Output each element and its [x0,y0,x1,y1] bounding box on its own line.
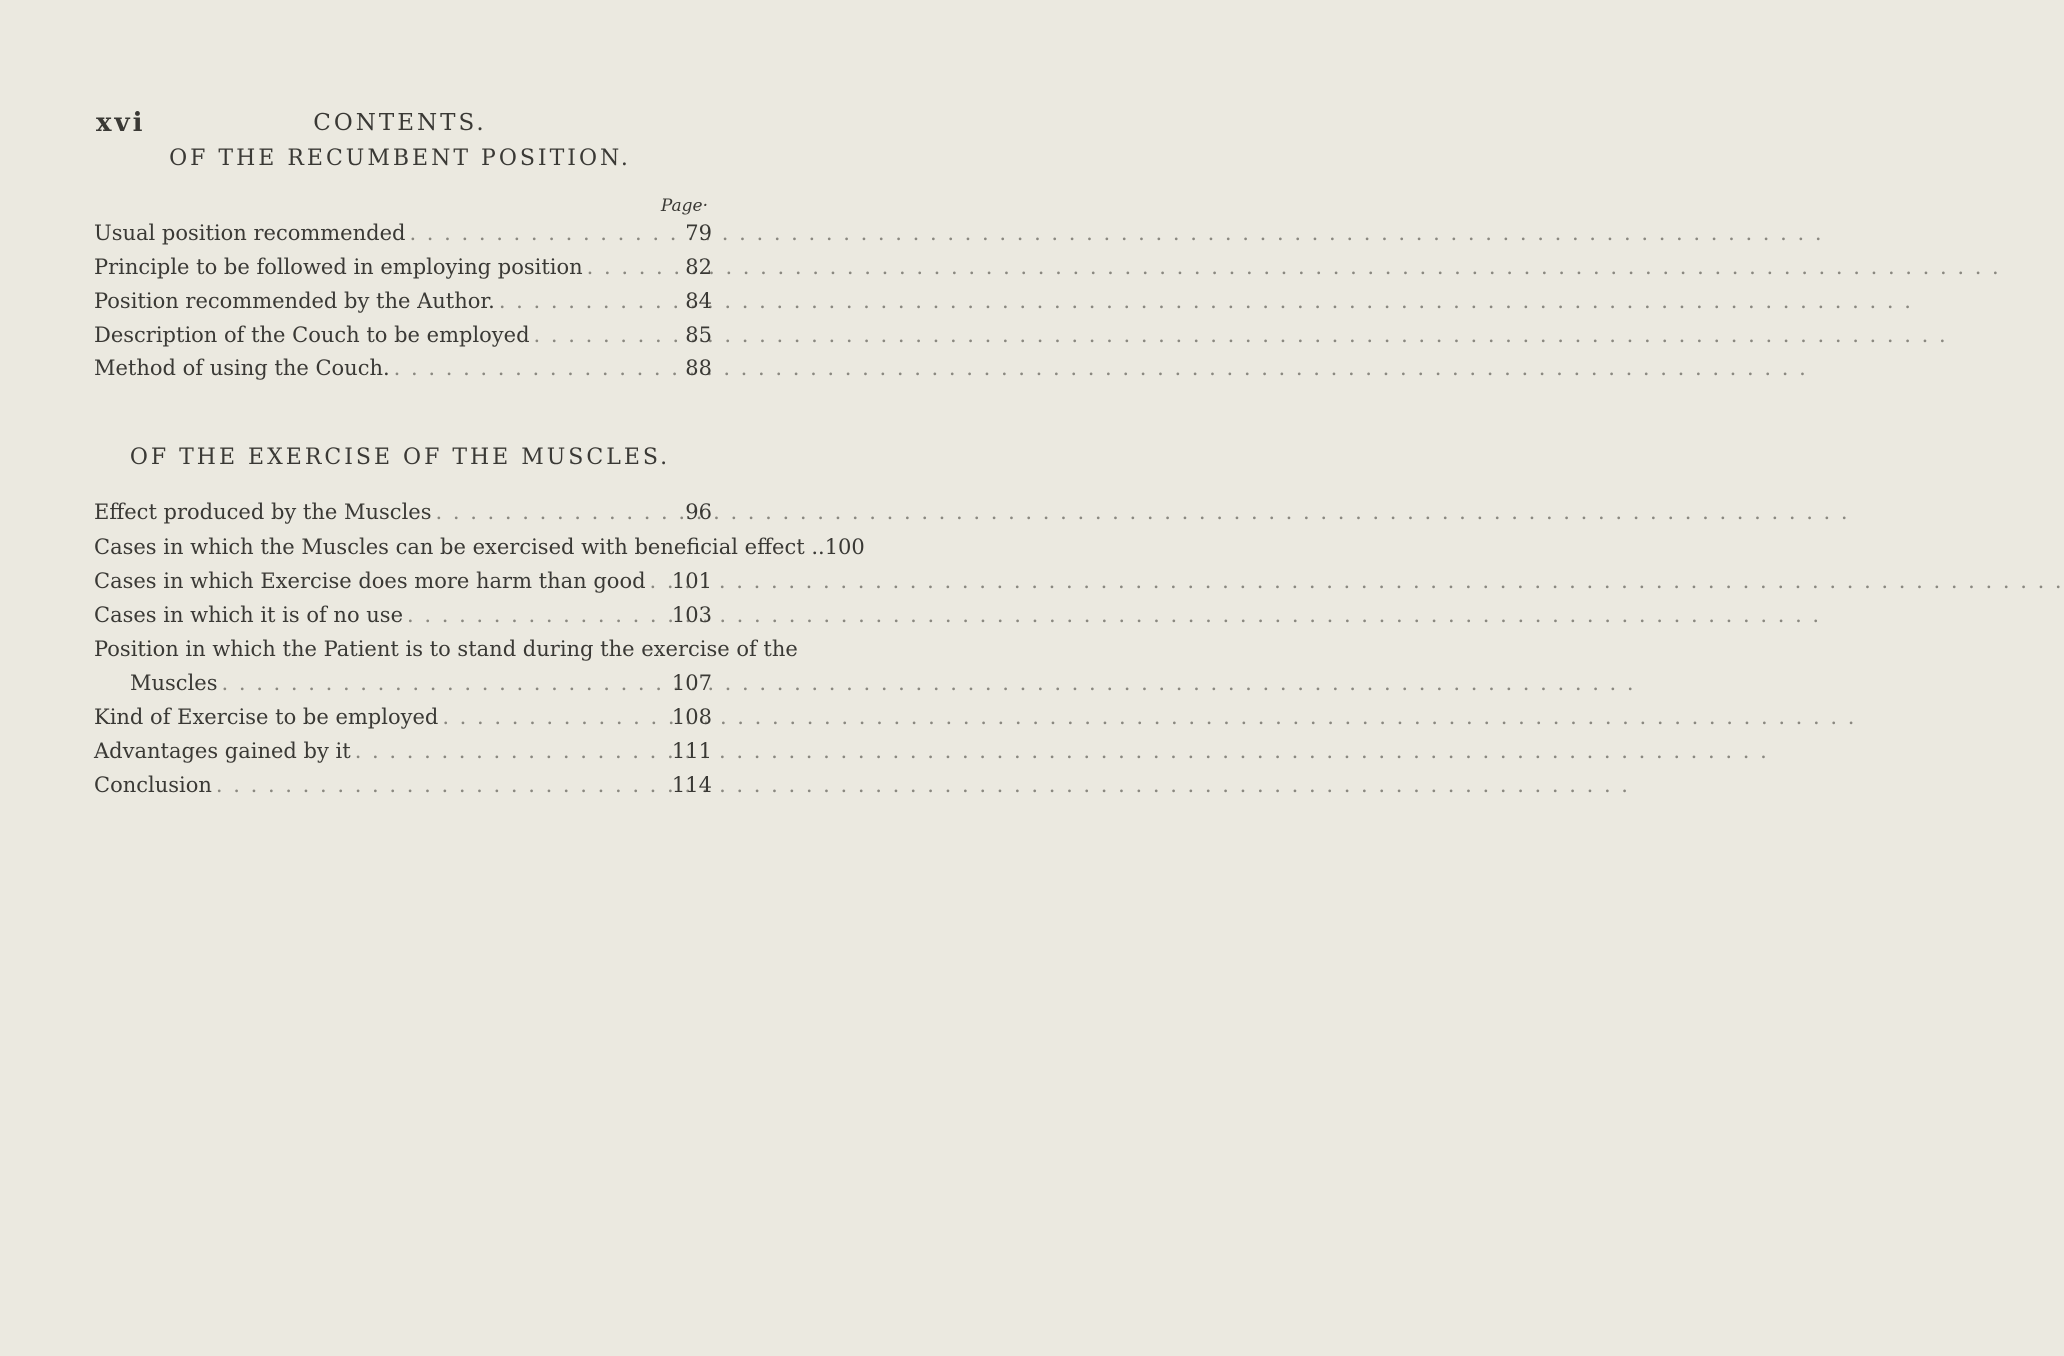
toc-entry [94,356,712,380]
toc-entry [94,255,712,279]
dot-leader [351,739,672,763]
dot-leader [530,323,676,347]
toc-entry-title: Conclusion [94,773,212,797]
dot-leader [403,603,672,627]
toc-entry-title: Principle to be followed in employing position [94,255,583,279]
section-heading-recumbent: OF THE RECUMBENT POSITION. [169,146,631,171]
toc-entry-title-continuation: Muscles [130,671,218,695]
dot-leader [583,255,676,279]
toc-entry-title: Kind of Exercise to be employed [94,705,439,729]
toc-entry-page: 114 [671,773,712,797]
dot-leader [405,221,676,245]
toc-entry [94,705,712,729]
dot-leader [212,773,672,797]
toc-entry-page: 107 [671,671,712,695]
toc-entry-title: Advantages gained by it [94,739,351,763]
toc-entry [94,535,865,559]
toc-entry-title: Usual position recommended [94,221,406,245]
dot-leader [646,569,672,593]
dot-leader [218,671,672,695]
toc-entry-page: 85 [685,323,712,347]
toc-entry-page: 108 [671,705,712,729]
toc-entry-title: Position recommended by the Author. [94,289,495,313]
toc-entry-page: 103 [671,603,712,627]
toc-entry-title: Cases in which the Muscles can be exercised with beneficial effect .. [94,535,825,559]
toc-entry [94,739,712,763]
toc-entry-title: Effect produced by the Muscles [94,500,432,524]
toc-entry-title: Position in which the Patient is to stand during the exercise of the [94,637,798,661]
page-number: xvi [96,108,146,138]
toc-entry-page: 111 [671,739,712,763]
toc-entry-page: 84 [685,289,712,313]
dot-leader [390,356,676,380]
toc-entry [94,323,712,347]
page-column-label: Page· [660,196,708,216]
toc-entry [94,773,712,797]
toc-entry [94,289,712,313]
running-head-title: CONTENTS. [313,110,487,136]
toc-entry-page: 88 [685,356,712,380]
toc-entry-title: Description of the Couch to be employed [94,323,530,347]
book-page [0,0,865,1356]
toc-entry-title: Cases in which it is of no use [94,603,404,627]
dot-leader [432,500,677,524]
section-heading-muscles: OF THE EXERCISE OF THE MUSCLES. [129,445,671,470]
toc-entry [94,603,712,627]
toc-entry-page: 82 [685,255,712,279]
toc-entry-page: 100 [824,535,865,559]
toc-entry [94,221,712,245]
toc-entry-title: Cases in which Exercise does more harm than good [94,569,646,593]
toc-entry-page: 79 [685,221,712,245]
dot-leader [495,289,676,313]
toc-entry [94,569,712,593]
toc-entry-page: 101 [671,569,712,593]
toc-entry-title: Method of using the Couch. [94,356,390,380]
toc-entry [130,671,712,695]
running-head [94,108,706,140]
toc-entry [94,500,712,524]
toc-entry-page: 96 [685,500,712,524]
dot-leader [438,705,672,729]
